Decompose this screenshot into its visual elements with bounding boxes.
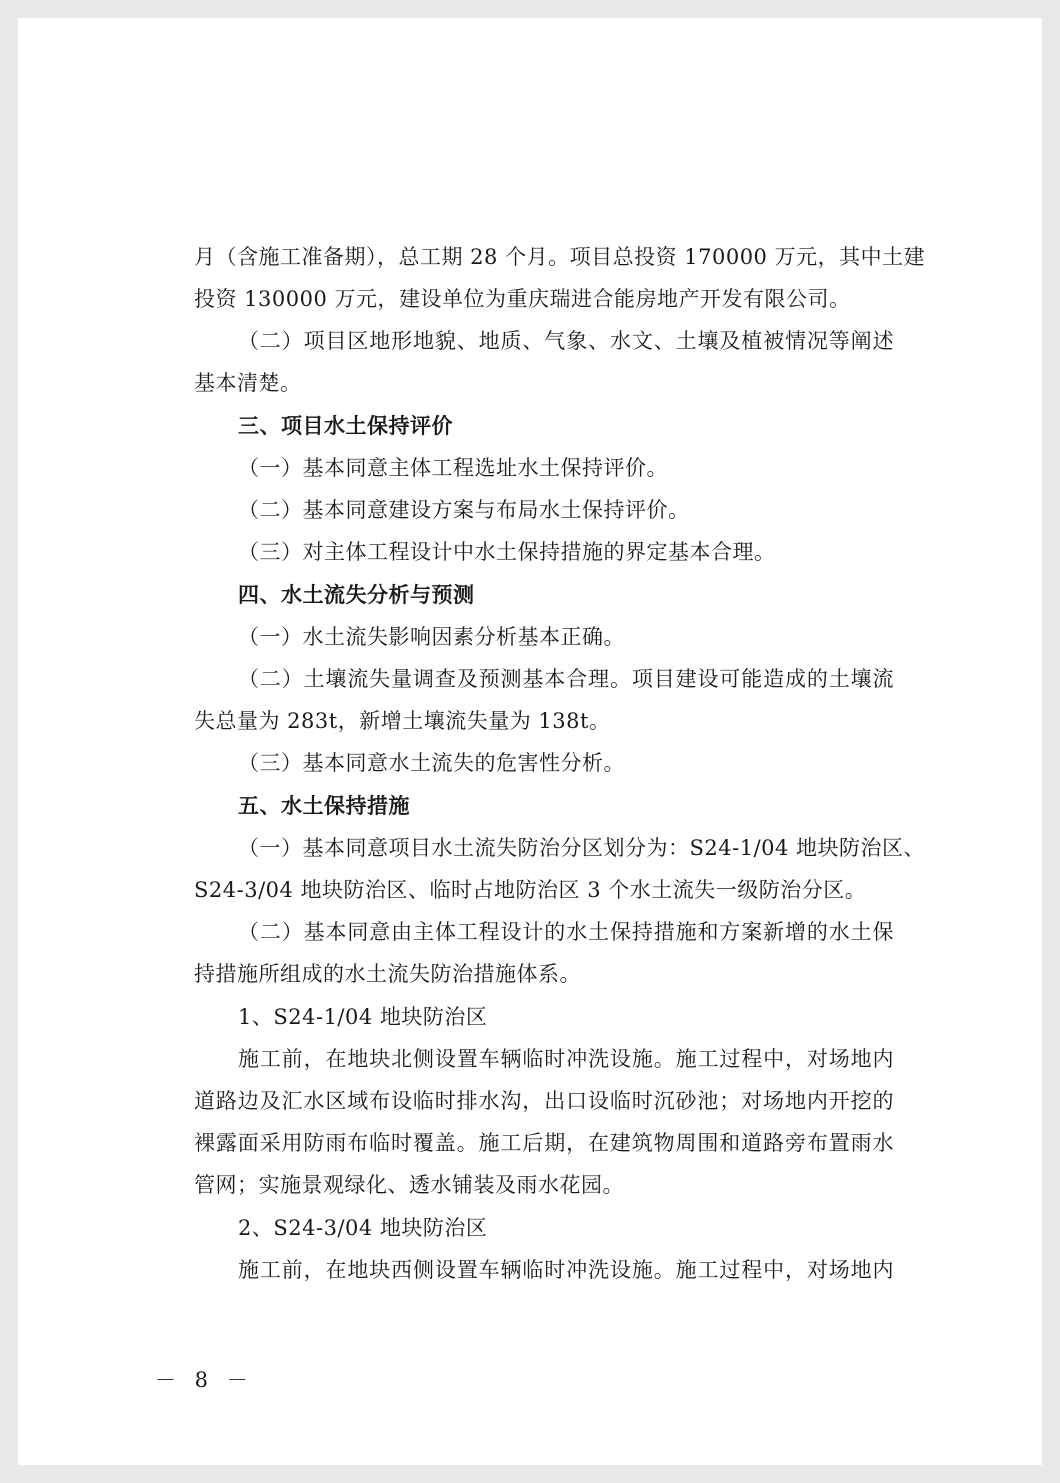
text-line: 道路边及汇水区域布设临时排水沟，出口设临时沉砂池；对场地内开挖的 — [194, 1089, 894, 1113]
text-line: 投资 130000 万元，建设单位为重庆瑞进合能房地产开发有限公司。 — [194, 287, 851, 311]
text-line: （三）基本同意水土流失的危害性分析。 — [238, 751, 625, 775]
text-line: 管网；实施景观绿化、透水铺装及雨水花园。 — [194, 1173, 624, 1197]
text-line: S24-3/04 地块防治区、临时占地防治区 3 个水土流失一级防治分区。 — [194, 878, 867, 902]
text-line: （一）水土流失影响因素分析基本正确。 — [238, 625, 625, 649]
text-line: （二）土壤流失量调查及预测基本合理。项目建设可能造成的土壤流 — [238, 667, 894, 691]
subsection-heading: 2、S24-3/04 地块防治区 — [238, 1216, 488, 1240]
text-line: 失总量为 283t，新增土壤流失量为 138t。 — [194, 709, 611, 733]
text-line: 月（含施工准备期），总工期 28 个月。项目总投资 170000 万元，其中土建 — [194, 245, 926, 269]
text-line: 施工前，在地块北侧设置车辆临时冲洗设施。施工过程中，对场地内 — [238, 1047, 894, 1071]
text-line: （二）基本同意由主体工程设计的水土保持措施和方案新增的水土保 — [238, 920, 894, 944]
text-line: （一）基本同意主体工程选址水土保持评价。 — [238, 456, 668, 480]
section-heading: 五、水土保持措施 — [238, 793, 410, 818]
text-line: （一）基本同意项目水土流失防治分区划分为：S24-1/04 地块防治区、 — [238, 836, 926, 860]
section-heading: 三、项目水土保持评价 — [238, 413, 453, 438]
page-number: － 8 － — [155, 1368, 254, 1392]
text-line: （二）基本同意建设方案与布局水土保持评价。 — [238, 498, 690, 522]
section-heading: 四、水土流失分析与预测 — [238, 582, 475, 607]
text-line: 持措施所组成的水土流失防治措施体系。 — [194, 962, 581, 986]
document-page — [18, 18, 1042, 1465]
text-line: 施工前，在地块西侧设置车辆临时冲洗设施。施工过程中，对场地内 — [238, 1258, 894, 1282]
subsection-heading: 1、S24-1/04 地块防治区 — [238, 1005, 488, 1029]
text-line: （二）项目区地形地貌、地质、气象、水文、土壤及植被情况等阐述 — [238, 329, 894, 353]
text-line: 裸露面采用防雨布临时覆盖。施工后期，在建筑物周围和道路旁布置雨水 — [194, 1131, 894, 1155]
text-line: （三）对主体工程设计中水土保持措施的界定基本合理。 — [238, 540, 776, 564]
text-line: 基本清楚。 — [194, 371, 302, 395]
